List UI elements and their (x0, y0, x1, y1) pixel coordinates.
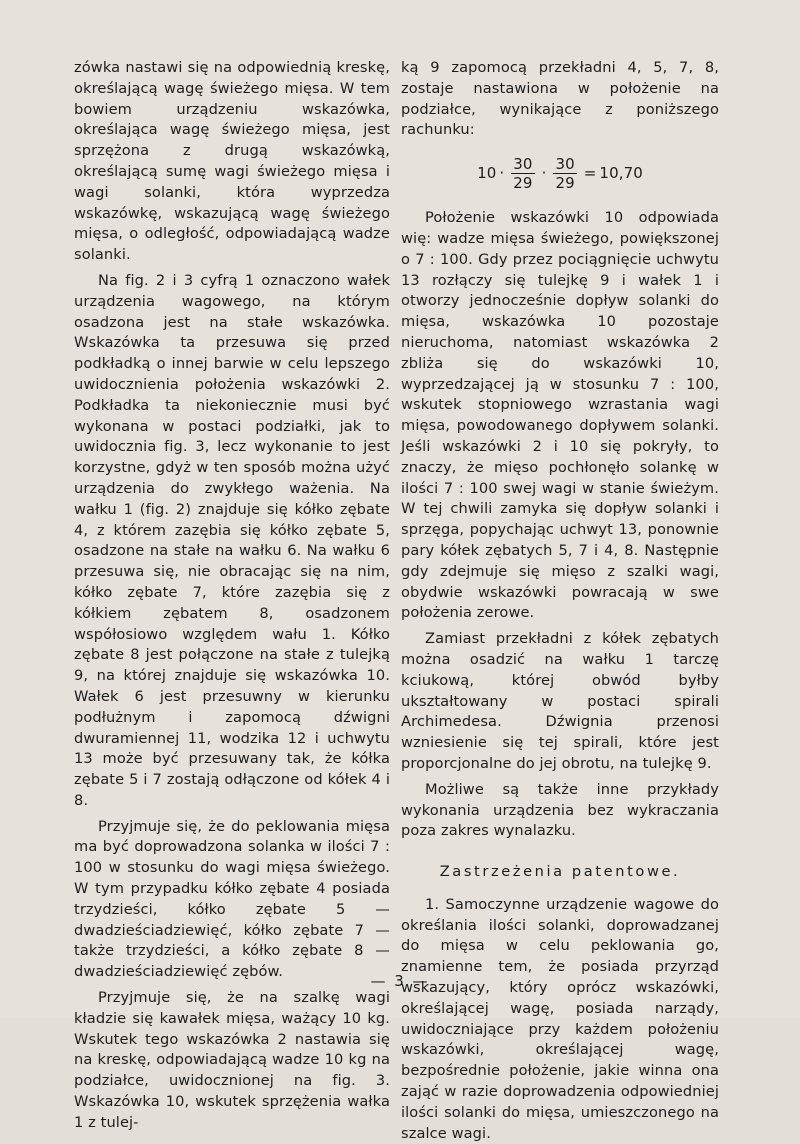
formula-denominator: 29 (555, 173, 575, 192)
paragraph: Przyjmuje się, że do peklowania mięsa ma być doprowadzona solanka w ilości 7 : 100 w stosunku do wagi mięsa świeżego. W tym przypadku kółko zębate 4 posiada trzydzieści, kółko zębate 5 — dwadzieściadziewięć, kółko zębate 7 — także trzydzieści, a kółko zębate 8 — dwadzieściadziewięć zębów. (74, 817, 390, 981)
formula (401, 143, 719, 203)
page-number: — 3 — (370, 972, 430, 990)
formula-denominator: 29 (513, 173, 533, 192)
claim: 1. Samoczynne urządzenie wagowe do określania ilości solanki, doprowadzanej do mięsa w celu peklowania go, znamienne tem, że posiada przyrząd wskazujący, który oprócz wskazówki, określającej wagę, posiada narządy, uwidoczniające przy każdem położeniu wskazówki, określającej wagę, bezpośrednie położenie, jakie winna ona zająć w razie doprowadzenia odpowiedniej ilości solanki do mięsa, umieszczonego na szalce wagi. (401, 895, 719, 1142)
formula-dot: · (541, 163, 547, 182)
paragraph: Zamiast przekładni z kółek zębatych można osadzić na wałku 1 tarczę kciukową, której obwód byłby ukształtowany w postaci spirali Archimedesa. Dźwignia przenosi wzniesienie się tej spirali, które jest proporcjonalne do jej obrotu, na tulejkę 9. (401, 630, 719, 772)
section-heading: Zastrzeżenia patentowe. (439, 863, 681, 881)
formula-fraction (553, 155, 576, 192)
paragraph: Przyjmuje się, że na szalkę wagi kładzie się kawałek mięsa, ważący 10 kg. Wskutek tego wskazówka 2 nastawia się na kreskę, odpowiadającą wadze 10 kg na podziałce, uwidocznionej na fig. 3. Wskazówka 10, wskutek sprzężenia wałka 1 z tulej- (74, 989, 390, 1131)
formula-equals: = (583, 163, 597, 182)
formula-numerator: 30 (555, 154, 575, 173)
formula-lead: 10 (477, 163, 497, 182)
paragraph: zówka nastawi się na odpowiednią kreskę, określającą wagę świeżego mięsa. W tem bowiem urządzeniu wskazówka, określająca wagę świeżego mięsa, jest sprzężona z drugą wskazówką, określającą sumę wagi świeżego mięsa i wagi solanki, która wyprzedza wskazówkę, wskazującą wagę świeżego mięsa, o odległość, odpowiadającą wadze solanki. (74, 59, 390, 264)
paragraph: Możliwe są także inne przykłady wykonania urządzenia bez wykraczania poza zakres wynalazku. (401, 780, 719, 840)
formula-fraction (511, 155, 534, 192)
paragraph: Na fig. 2 i 3 cyfrą 1 oznaczono wałek urządzenia wagowego, na którym osadzona jest na stałe wskazówka. Wskazówka ta przesuwa się przed podkładką o innej barwie w celu lepszego uwidocznienia położenia wskazówki 2. Podkładka ta niekoniecznie musi być wykonana w postaci podziałki, jak to uwidocznia fig. 3, lecz wykonanie to jest korzystne, gdyż w ten sposób można użyć urządzenia do zwykłego ważenia. Na wałku 1 (fig. 2) znajduje się kółko zębate 4, z którem zazębia się kółko zębate 5, osadzone na stałe na wałku 6. Na wałku 6 przesuwa się, nie obracając się na nim, kółko zębate 7, które zazębia się z kółkiem zębatem 8, osadzonem współosiowo względem wału 1. Kółko zębate 8 jest połączone na stałe z tulejką 9, na której znajduje się wskazówka 10. Wałek 6 jest przesuwny w kierunku podłużnym i zapomocą dźwigni dwuramiennej 11, wodzika 12 i uchwytu 13 może być przesuwany tak, że kółka zębate 5 i 7 zostają odłączone od kółek 4 i 8. (74, 271, 390, 809)
formula-dot: · (499, 163, 505, 182)
paragraph: ką 9 zapomocą przekładni 4, 5, 7, 8, zostaje nastawiona w położenie na podziałce, wynikające z poniższego rachunku: (401, 59, 719, 139)
formula-result: 10,70 (599, 163, 643, 182)
formula-numerator: 30 (513, 154, 533, 173)
paragraph: Położenie wskazówki 10 odpowiada wię: wadze mięsa świeżego, powiększonej o 7 : 100. Gdy przez pociągnięcie uchwytu 13 rozłączy się tulejkę 9 i wałek 1 i otworzy jednocześnie dopływ solanki do mięsa, wskazówka 10 pozostaje nieruchoma, natomiast wskazówka 2 zbliża się do wskazówki 10, wyprzedzającej ją w stosunku 7 : 100, wskutek stopniowego wzrastania wagi mięsa, powodowanego dopływem solanki. Jeśli wskazówki 2 i 10 się pokryły, to znaczy, że mięso pochłonęło solankę w ilości 7 : 100 swej wagi w stanie świeżym. W tej chwili zamyka się dopływ solanki i sprzęga, popychając uchwyt 13, ponownie pary kółek zębatych 5, 7 i 4, 8. Następnie gdy zdejmuje się mięso z szalki wagi, obydwie wskazówki powracają w swe położenia zerowe. (401, 209, 719, 622)
